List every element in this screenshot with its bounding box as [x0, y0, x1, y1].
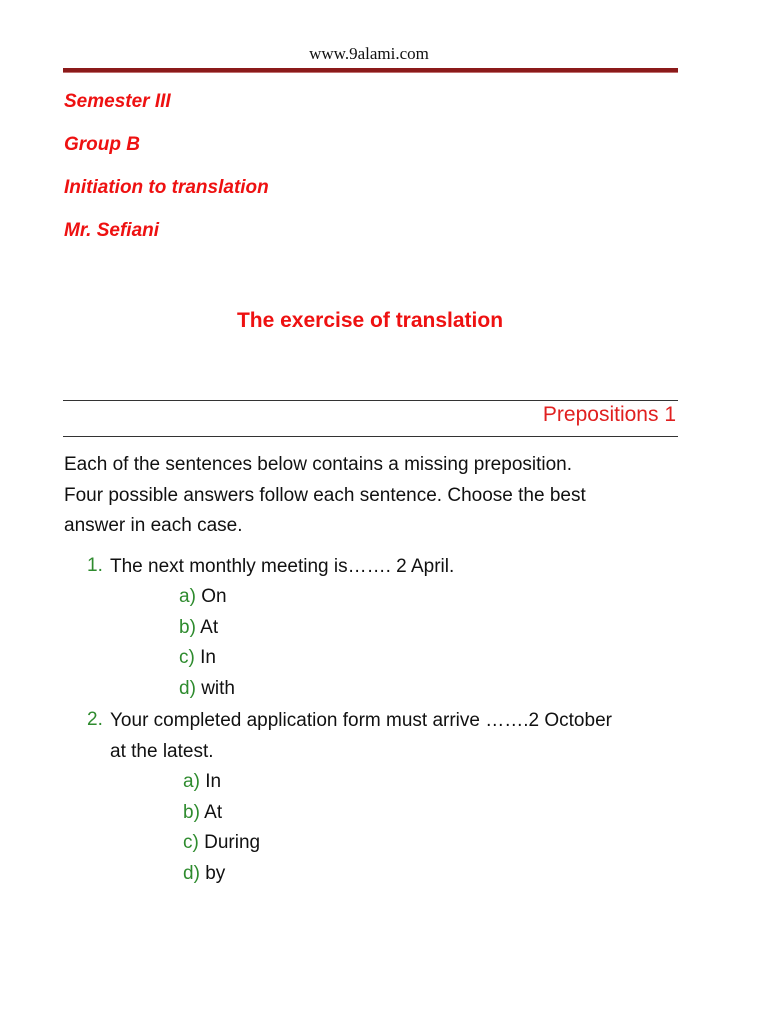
- option-letter: c): [179, 647, 195, 668]
- question-text-line: The next monthly meeting is……. 2 April.: [110, 556, 455, 577]
- option-letter: d): [179, 678, 196, 699]
- group-label: Group B: [64, 134, 140, 155]
- question-text: [110, 552, 685, 583]
- option-item: [183, 771, 221, 793]
- question-number-label: 2.: [87, 709, 103, 730]
- option-text: by: [205, 863, 226, 884]
- question-text: [110, 706, 685, 767]
- instructions-line: Four possible answers follow each sentence. Choose the best: [64, 484, 586, 506]
- section-heading: Prepositions 1: [542, 403, 676, 426]
- option-text: with: [201, 678, 235, 699]
- option-item: [179, 678, 235, 700]
- option-item: [179, 617, 218, 639]
- option-item: [183, 863, 225, 885]
- option-text: At: [204, 802, 223, 823]
- option-text: In: [200, 647, 216, 668]
- section-rule-bottom: [63, 436, 678, 437]
- question-text-line: at the latest.: [110, 740, 214, 762]
- option-text: At: [200, 617, 219, 638]
- course-label: Initiation to translation: [64, 177, 269, 198]
- option-letter: d): [183, 863, 200, 884]
- question-number: [87, 555, 103, 577]
- site-url: www.9alami.com: [309, 44, 429, 63]
- question-text-line: Your completed application form must arrive …….2 October: [110, 710, 612, 731]
- option-item: [183, 802, 222, 824]
- option-item: [179, 586, 227, 608]
- option-text: On: [201, 586, 227, 607]
- option-letter: b): [183, 802, 200, 823]
- document-title: The exercise of translation: [236, 309, 504, 332]
- instructions-line: Each of the sentences below contains a missing preposition.: [64, 454, 573, 475]
- semester-label: Semester III: [64, 91, 171, 112]
- option-letter: a): [183, 771, 200, 792]
- option-letter: c): [183, 832, 199, 853]
- question-number-label: 1.: [87, 555, 103, 576]
- option-item: [179, 647, 216, 669]
- teacher-label: Mr. Sefiani: [64, 220, 160, 241]
- instructions: [64, 450, 684, 542]
- section-rule-top: [63, 400, 678, 401]
- question-number: [87, 709, 103, 731]
- option-letter: b): [179, 617, 196, 638]
- header-rule: [63, 68, 678, 73]
- instructions-line: answer in each case.: [64, 515, 243, 536]
- option-text: In: [205, 771, 222, 792]
- option-letter: a): [179, 586, 196, 607]
- option-text: During: [204, 832, 261, 853]
- option-item: [183, 832, 260, 854]
